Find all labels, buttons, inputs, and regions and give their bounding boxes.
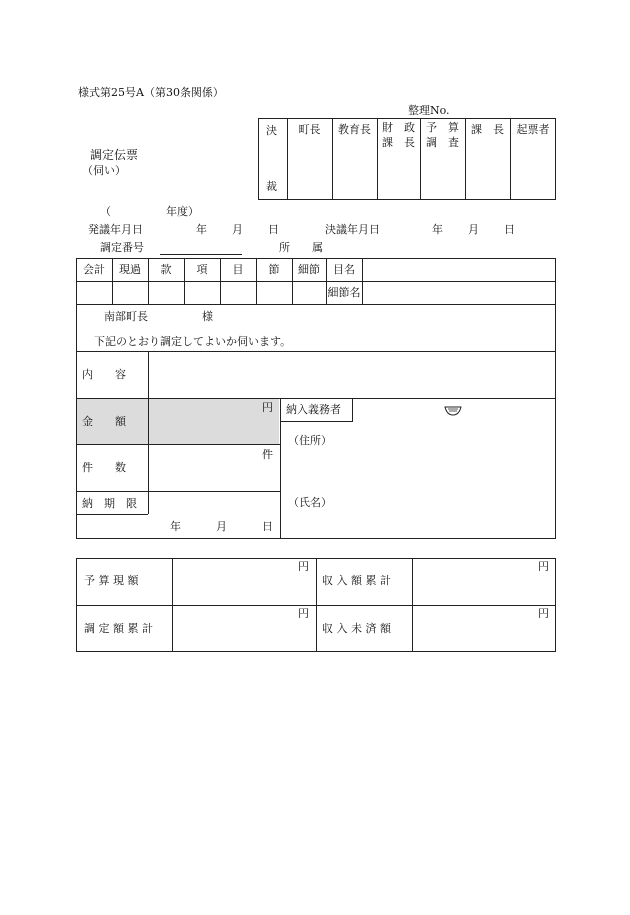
approval-label-top: 決 [266, 124, 277, 137]
header-setsu: 節 [268, 263, 280, 276]
unpaid-yen: 円 [538, 607, 549, 620]
deadline-month: 月 [216, 520, 227, 533]
deadline-year: 年 [170, 520, 181, 533]
approval-col-budget-review: 予 算 調 査 [426, 121, 459, 149]
budget-label: 予 算 現 額 [84, 574, 139, 587]
header-kou: 項 [196, 263, 208, 276]
amount-label: 金 額 [82, 415, 126, 428]
deadline-day: 日 [262, 520, 273, 533]
issue-year: 年 [196, 223, 207, 236]
approval-col-mayor: 町長 [298, 123, 321, 136]
decision-date-label: 決議年月日 [325, 223, 380, 236]
count-unit: 件 [262, 448, 273, 461]
decision-day: 日 [504, 223, 515, 236]
assessed-yen: 円 [298, 607, 309, 620]
document-subtitle: （伺い） [82, 164, 126, 177]
honorific: 様 [202, 310, 213, 323]
payer-label: 納入義務者 [286, 403, 341, 416]
approval-col-drafter: 起票者 [516, 123, 550, 136]
fiscal-year-label: （ 年度） [100, 205, 199, 218]
decision-month: 月 [468, 223, 479, 236]
header-account: 会計 [83, 263, 105, 276]
issue-month: 月 [232, 223, 243, 236]
header-current-past: 現過 [119, 263, 141, 276]
issue-date-label: 発議年月日 [88, 223, 143, 236]
unpaid-label: 収 入 未 済 額 [322, 622, 391, 635]
budget-yen: 円 [298, 560, 309, 573]
header-kan: 款 [160, 263, 172, 276]
name-label: （氏名） [288, 496, 332, 509]
revenue-yen: 円 [538, 560, 549, 573]
assessed-cumulative-label: 調 定 額 累 計 [84, 622, 153, 635]
revenue-cumulative-label: 収 入 額 累 計 [322, 574, 391, 587]
approval-label-bottom: 裁 [266, 180, 277, 193]
assessment-no-underline [160, 254, 242, 255]
seal-icon [444, 405, 462, 417]
approval-col-superintendent: 教育長 [338, 123, 371, 136]
department-label: 所 属 [279, 241, 323, 254]
decision-year: 年 [432, 223, 443, 236]
approval-col-section-chief: 課 長 [471, 123, 504, 136]
header-sub-section-name: 細節名 [327, 286, 361, 299]
count-label: 件 数 [82, 461, 126, 474]
addressee: 南部町長 [104, 310, 148, 323]
request-statement: 下記のとおり調定してよいか伺います。 [94, 335, 292, 348]
reference-no-label: 整理No. [408, 104, 450, 117]
content-label: 内 容 [82, 368, 126, 381]
deadline-label: 納 期 限 [82, 497, 137, 510]
amount-yen-unit: 円 [262, 401, 273, 414]
header-moku: 目 [232, 263, 244, 276]
header-sub-section: 細節 [298, 263, 320, 276]
document-title: 調定伝票 [90, 148, 139, 162]
assessment-no-label: 調定番号 [100, 241, 144, 254]
header-item-name: 目名 [333, 263, 355, 276]
address-label: （住所） [288, 434, 332, 447]
approval-col-finance-chief: 財 政 課 長 [382, 121, 415, 149]
issue-day: 日 [268, 223, 279, 236]
form-number: 様式第25号A（第30条関係） [78, 86, 224, 99]
